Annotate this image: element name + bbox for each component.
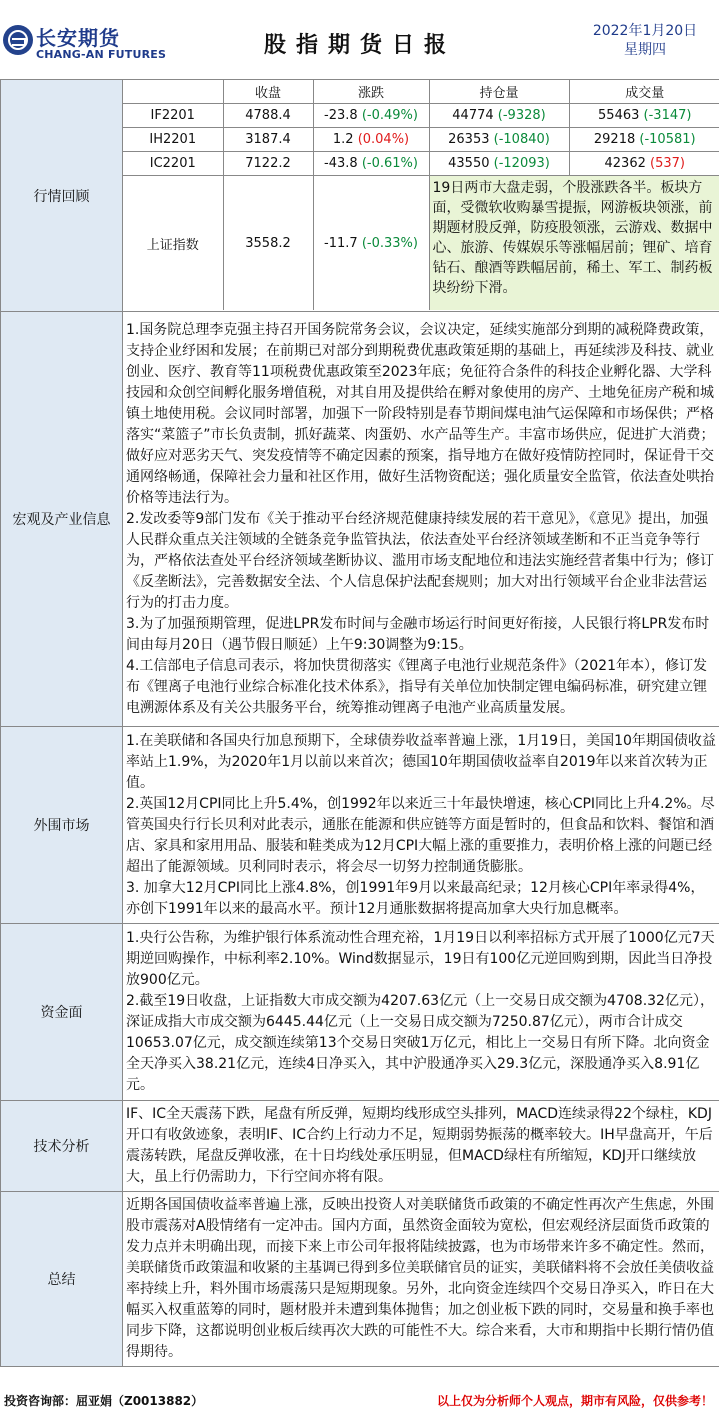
oi-value: 26353: [448, 132, 490, 147]
table-row: [123, 152, 719, 176]
change-value: -43.8: [324, 156, 358, 171]
oi-cell: [429, 152, 569, 176]
technical-section: [1, 1101, 719, 1192]
col-header: 收盘: [223, 80, 313, 104]
macro-paragraph: 4.工信部电子信息司表示，将加快贯彻落实《锂离子电池行业规范条件》（2021年本），修订发布《锂离子电池行业综合标准化技术体系》，指导有关单位加快制定锂电编码标准，研究建立锂电溯源体系及有关公共服务平台，统筹推动锂离子电池产业高质量发展。: [126, 657, 707, 716]
market-comment: 19日两市大盘走弱，个股涨跌各半。板块方面，受微软收购暴雪提振，网游板块领涨，前期题材股反弹，防疫股领涨，云游戏、数据中心、旅游、传媒娱乐等涨幅居前；锂矿、培育钻石、酿酒等跌幅居前，稀土、军工、制药板块纷纷下滑。: [429, 176, 719, 311]
table-row: [123, 128, 719, 152]
overseas-paragraph: 1.在美联储和各国央行加息预期下，全球债券收益率普遍上涨，1月19日，美国10年期国债收益率站上1.9%，为2020年1月以前以来首次；德国10年期国债收益率自2019年以来首次转为正值。: [126, 732, 716, 791]
risk-disclaimer: 以上仅为分析师个人观点，期市有风险，仅供参考！: [436, 1394, 713, 1408]
report-header: [0, 0, 719, 76]
volume-change: (537): [650, 156, 685, 171]
volume-value: 42362: [604, 156, 646, 171]
change-value: 1.2: [332, 132, 354, 147]
index-change: -11.7: [324, 235, 358, 251]
col-header: 成交量: [569, 80, 719, 104]
oi-value: 43550: [448, 156, 490, 171]
index-close: 3558.2: [223, 176, 313, 311]
macro-paragraph: 3.为了加强预期管理，促进LPR发布时间与金融市场运行时间更好衔接，人民银行将LPR发布时间由每月20日（遇节假日顺延）上午9:30调整为9:15。: [126, 615, 710, 653]
change-value: -23.8: [324, 108, 358, 123]
volume-cell: [569, 152, 719, 176]
volume-change: (-10581): [639, 132, 696, 147]
market-table: [123, 80, 719, 310]
summary-content: 近期各国国债收益率普遍上涨，反映出投资人对美联储货币政策的不确定性再次产生焦虑，外围股市震荡对A股情绪有一定冲击。国内方面，虽然资金面较为宽松，但宏观经济层面货币政策的发力点并未明确出现，而接下来上市公司年报将陆续披露，也为市场带来许多不确定性。然而，美联储货币政策温和收紧的主基调已得到多位美联储官员的证实，美联储料将不会放任美债收益率持续上升，料外围市场震荡只是短期现象。另外，北向资金连续四个交易日净买入，昨日在大幅买入权重蓝筹的同时，题材股并未遭到集体抛售；加之创业板下跌的同时，交易量和换手率也同步下降，这都说明创业板后续再次大跌的可能性不大。综合来看，大市和期指中长期行情仍值得期待。: [123, 1192, 719, 1367]
contract-name: IF2201: [123, 104, 223, 128]
section-label-summary: 总结: [1, 1192, 123, 1367]
volume-cell: [569, 104, 719, 128]
summary-section: [1, 1192, 719, 1367]
oi-cell: [429, 128, 569, 152]
col-header: 持仓量: [429, 80, 569, 104]
table-row: [123, 104, 719, 128]
macro-paragraph: 1.国务院总理李克强主持召开国务院常务会议，会议决定，延续实施部分到期的减税降费政策，支持企业纾困和发展；在前期已对部分到期税费优惠政策延期的基础上，再延续涉及科技、就业创业、医疗、教育等11项税费优惠政策至2023年底；免征符合条件的科技企业孵化器、大学科技园和众创空间孵化服务增值税，对其自用及提供给在孵对象使用的房产、土地免征房产税和城镇土地使用税。会议同时部署，加强下一阶段特别是春节期间煤电油气运保障和市场保供；严格落实“菜篮子”市长负责制，抓好蔬菜、肉蛋奶、水产品等生产。丰富市场供应，促进扩大消费；做好应对恶劣天气、突发疫情等不确定因素的预案，指导地方在做好疫情防控同时，保证骨干交通网络畅通，保障社会力量和社区作用，做好生活物资配送；强化质量安全监管，依法查处哄抬价格等违法行为。: [126, 321, 715, 506]
company-name-en: CHANG-AN FUTURES: [36, 48, 167, 61]
volume-value: 29218: [593, 132, 636, 147]
section-label-market: 行情回顾: [1, 80, 123, 312]
index-row: [123, 176, 719, 311]
report-footer: [0, 1390, 719, 1412]
index-change-pct: (-0.33%): [361, 235, 418, 251]
change-pct: (-0.61%): [361, 156, 418, 171]
oi-change: (-9328): [497, 108, 546, 123]
overseas-paragraph: 2.英国12月CPI同比上升5.4%，创1992年以来近三十年最快增速，核心CPI同比上升4.2%。尽管英国央行行长贝利对此表示，通胀在能源和供应链等方面是暂时的，但食品和饮料、餐馆和酒店、家具和家用用品、服装和鞋类成为12月CPI大幅上涨的重要推力，表明价格上涨的问题已经超出了能源领域。贝利同时表示，将会尽一切努力控制通货膨胀。: [126, 795, 715, 875]
oi-change: (-10840): [493, 132, 550, 147]
macro-section: [1, 312, 719, 727]
weekday-text: 星期四: [624, 42, 666, 58]
col-header: [123, 80, 223, 104]
close-value: 4788.4: [223, 104, 313, 128]
report-table: [0, 79, 719, 1367]
oi-value: 44774: [452, 108, 494, 123]
report-title: 股指期货日报: [263, 33, 456, 58]
volume-cell: [569, 128, 719, 152]
change-cell: [313, 152, 429, 176]
consultant-info: 投资咨询部：屈亚娟（Z0013882）: [4, 1394, 204, 1408]
index-change-cell: [313, 176, 429, 311]
date-text: 2022年1月20日: [592, 23, 698, 39]
overseas-section: [1, 727, 719, 924]
oi-change: (-12093): [493, 156, 550, 171]
col-header: 涨跌: [313, 80, 429, 104]
oi-cell: [429, 104, 569, 128]
change-pct: (-0.49%): [361, 108, 418, 123]
section-label-macro: 宏观及产业信息: [1, 312, 123, 727]
funds-section: [1, 924, 719, 1101]
funds-content: [123, 924, 719, 1101]
contract-name: IH2201: [123, 128, 223, 152]
index-name: 上证指数: [123, 176, 223, 311]
macro-content: [123, 312, 719, 727]
section-label-overseas: 外围市场: [1, 727, 123, 924]
technical-content: IF、IC全天震荡下跌，尾盘有所反弹，短期均线形成空头排列，MACD连续录得22个绿柱，KDJ开口有收敛迹象，表明IF、IC合约上行动力不足，短期弱势振荡的概率较大。IH早盘高开，午后震荡转跌，尾盘反弹收涨，在十日均线处承压明显，但MACD绿柱有所缩短，KDJ开口继续放大，虽上行仍需助力，下行空间亦将有限。: [123, 1101, 719, 1192]
change-cell: [313, 104, 429, 128]
volume-change: (-3147): [643, 108, 692, 123]
market-section: [1, 80, 719, 312]
overseas-paragraph: 3. 加拿大12月CPI同比上涨4.8%，创1991年9月以来最高纪录；12月核心CPI年率录得4%，亦创下1991年以来的最高水平。预计12月通胀数据将提高加拿大央行加息概率。: [126, 879, 705, 917]
contract-name: IC2201: [123, 152, 223, 176]
close-value: 3187.4: [223, 128, 313, 152]
section-label-funds: 资金面: [1, 924, 123, 1101]
funds-paragraph: 1.央行公告称，为维护银行体系流动性合理充裕，1月19日以利率招标方式开展了1000亿元7天期逆回购操作，中标利率2.10%。Wind数据显示，19日有100亿元逆回购到期，因此当日净投放900亿元。: [126, 930, 715, 988]
macro-paragraph: 2.发改委等9部门发布《关于推动平台经济规范健康持续发展的若干意见》，《意见》提出，加强人民群众重点关注领域的全链条竞争监管执法，依法查处平台经济领域垄断和不正当竞争等行为，严格依法查处平台经济领域垄断协议、滥用市场支配地位和违法实施经营者集中行为；修订《反垄断法》，完善数据安全法、个人信息保护法配套规则；加大对出行领域平台企业非法营运行为的打击力度。: [126, 510, 714, 611]
report-date: [575, 22, 715, 60]
section-label-technical: 技术分析: [1, 1101, 123, 1192]
overseas-content: [123, 727, 719, 924]
close-value: 7122.2: [223, 152, 313, 176]
change-cell: [313, 128, 429, 152]
company-name-cn: 长安期货: [36, 26, 120, 50]
funds-paragraph: 2.截至19日收盘，上证指数大市成交额为4207.63亿元（上一交易日成交额为4708.32亿元），深证成指大市成交额为6445.44亿元（上一交易日成交额为7250.87亿元），两市合计成交10653.07亿元，成交额连续第13个交易日突破1万亿元，相比上一交易日有所下降。北向资金全天净买入38.21亿元，连续4日净买入，其中沪股通净买入29.3亿元，深股通净买入8.91亿元。: [126, 993, 714, 1093]
company-logo-icon: [3, 25, 33, 55]
market-header-row: [123, 80, 719, 104]
change-pct: (0.04%): [357, 132, 410, 147]
volume-value: 55463: [598, 108, 640, 123]
